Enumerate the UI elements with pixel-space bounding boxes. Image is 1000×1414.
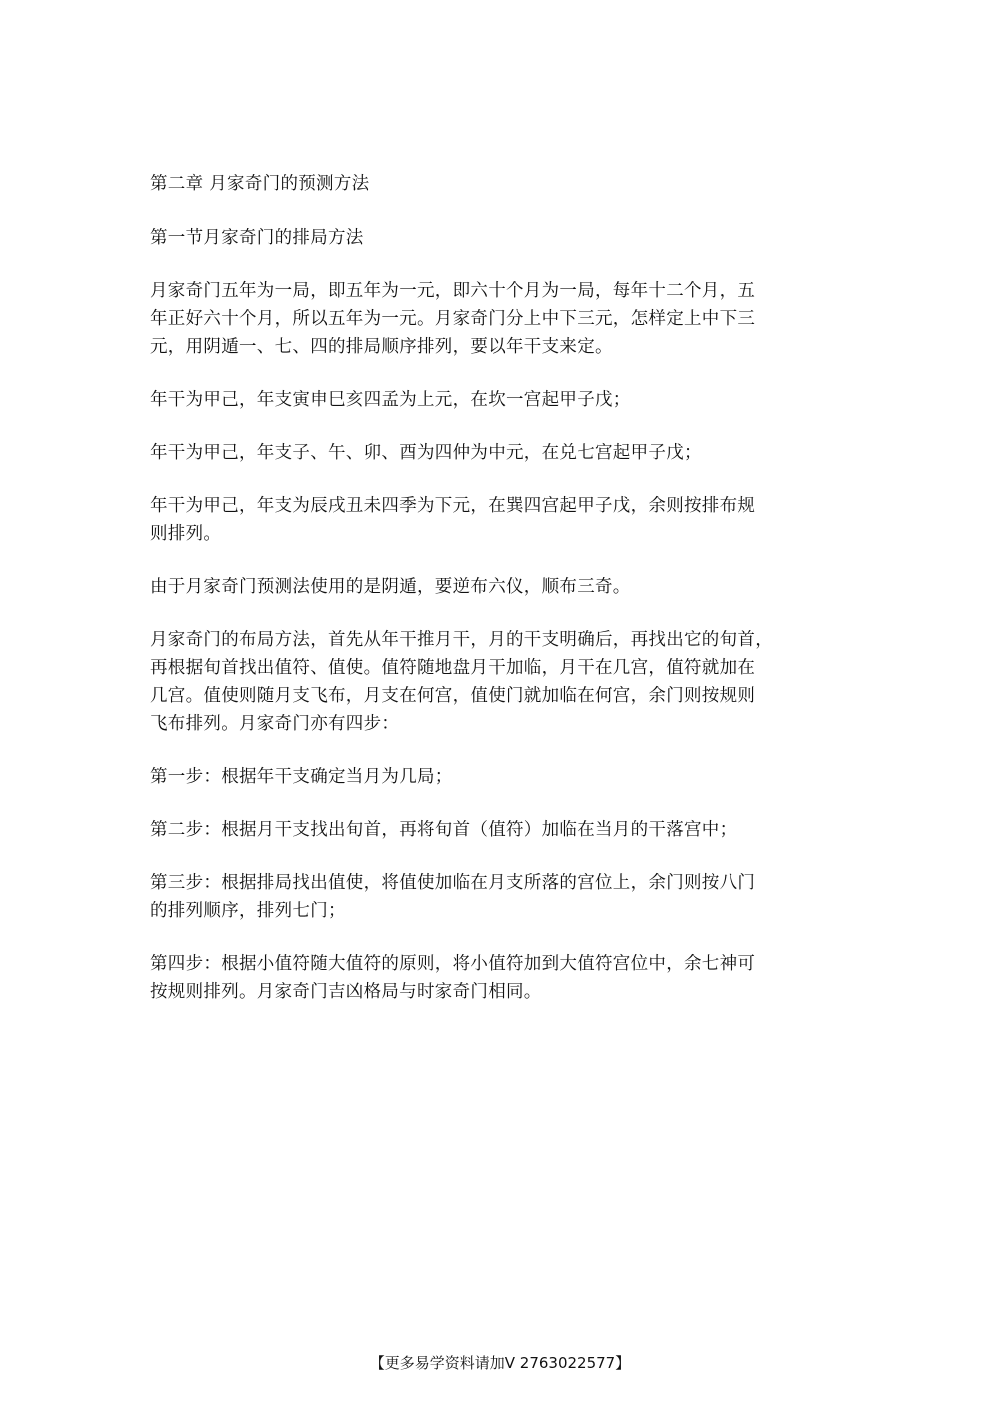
paragraph-line: 按规则排列。月家奇门吉凶格局与时家奇门相同。 xyxy=(150,982,542,1002)
paragraph-line: 由于月家奇门预测法使用的是阴遁，要逆布六仪，顺布三奇。 xyxy=(150,577,631,597)
paragraph xyxy=(150,277,860,361)
paragraph-line: 再根据旬首找出值符、值使。值符随地盘月干加临，月干在几宫，值符就加在 xyxy=(150,658,756,678)
paragraph-line: 月家奇门的布局方法，首先从年干推月干，月的干支明确后，再找出它的旬首， xyxy=(150,630,773,650)
step-paragraph xyxy=(150,950,860,1006)
paragraph-line: 第一步：根据年干支确定当月为几局； xyxy=(150,767,453,787)
paragraph xyxy=(150,626,860,738)
paragraph-line: 第二步：根据月干支找出旬首，再将旬首（值符）加临在当月的干落宫中； xyxy=(150,820,738,840)
paragraph-line: 年干为甲己，年支子、午、卯、酉为四仲为中元，在兑七宫起甲子戊； xyxy=(150,443,702,463)
step-paragraph xyxy=(150,763,860,791)
paragraph-line: 几宫。值使则随月支飞布，月支在何宫，值使门就加临在何宫，余门则按规则 xyxy=(150,686,756,706)
paragraph xyxy=(150,573,860,601)
paragraph-line: 月家奇门五年为一局，即五年为一元，即六十个月为一局，每年十二个月，五 xyxy=(150,281,756,301)
paragraph-line: 元，用阴遁一、七、四的排局顺序排列，要以年干支来定。 xyxy=(150,337,613,357)
paragraph-line: 飞布排列。月家奇门亦有四步： xyxy=(150,714,400,734)
paragraph xyxy=(150,439,860,467)
paragraph xyxy=(150,386,860,414)
paragraph-line: 年正好六十个月，所以五年为一元。月家奇门分上中下三元，怎样定上中下三 xyxy=(150,309,756,329)
paragraph-line: 年干为甲己，年支为辰戌丑未四季为下元，在巽四宫起甲子戊，余则按排布规 xyxy=(150,496,756,516)
paragraph-line: 的排列顺序，排列七门； xyxy=(150,901,346,921)
document-body xyxy=(150,170,860,1031)
paragraph xyxy=(150,492,860,548)
step-paragraph xyxy=(150,869,860,925)
section-title: 第一节月家奇门的排局方法 xyxy=(150,228,364,248)
paragraph-line: 则排列。 xyxy=(150,524,222,544)
paragraph-line: 年干为甲己，年支寅申巳亥四孟为上元，在坎一宫起甲子戊； xyxy=(150,390,631,410)
paragraph-line: 第四步：根据小值符随大值符的原则，将小值符加到大值符宫位中，余七神可 xyxy=(150,954,756,974)
footer-note: 【更多易学资料请加V 2763022577】 xyxy=(369,1354,631,1372)
chapter-title: 第二章 月家奇门的预测方法 xyxy=(150,174,370,194)
paragraph-line: 第三步：根据排局找出值使，将值使加临在月支所落的宫位上，余门则按八门 xyxy=(150,873,756,893)
step-paragraph xyxy=(150,816,860,844)
